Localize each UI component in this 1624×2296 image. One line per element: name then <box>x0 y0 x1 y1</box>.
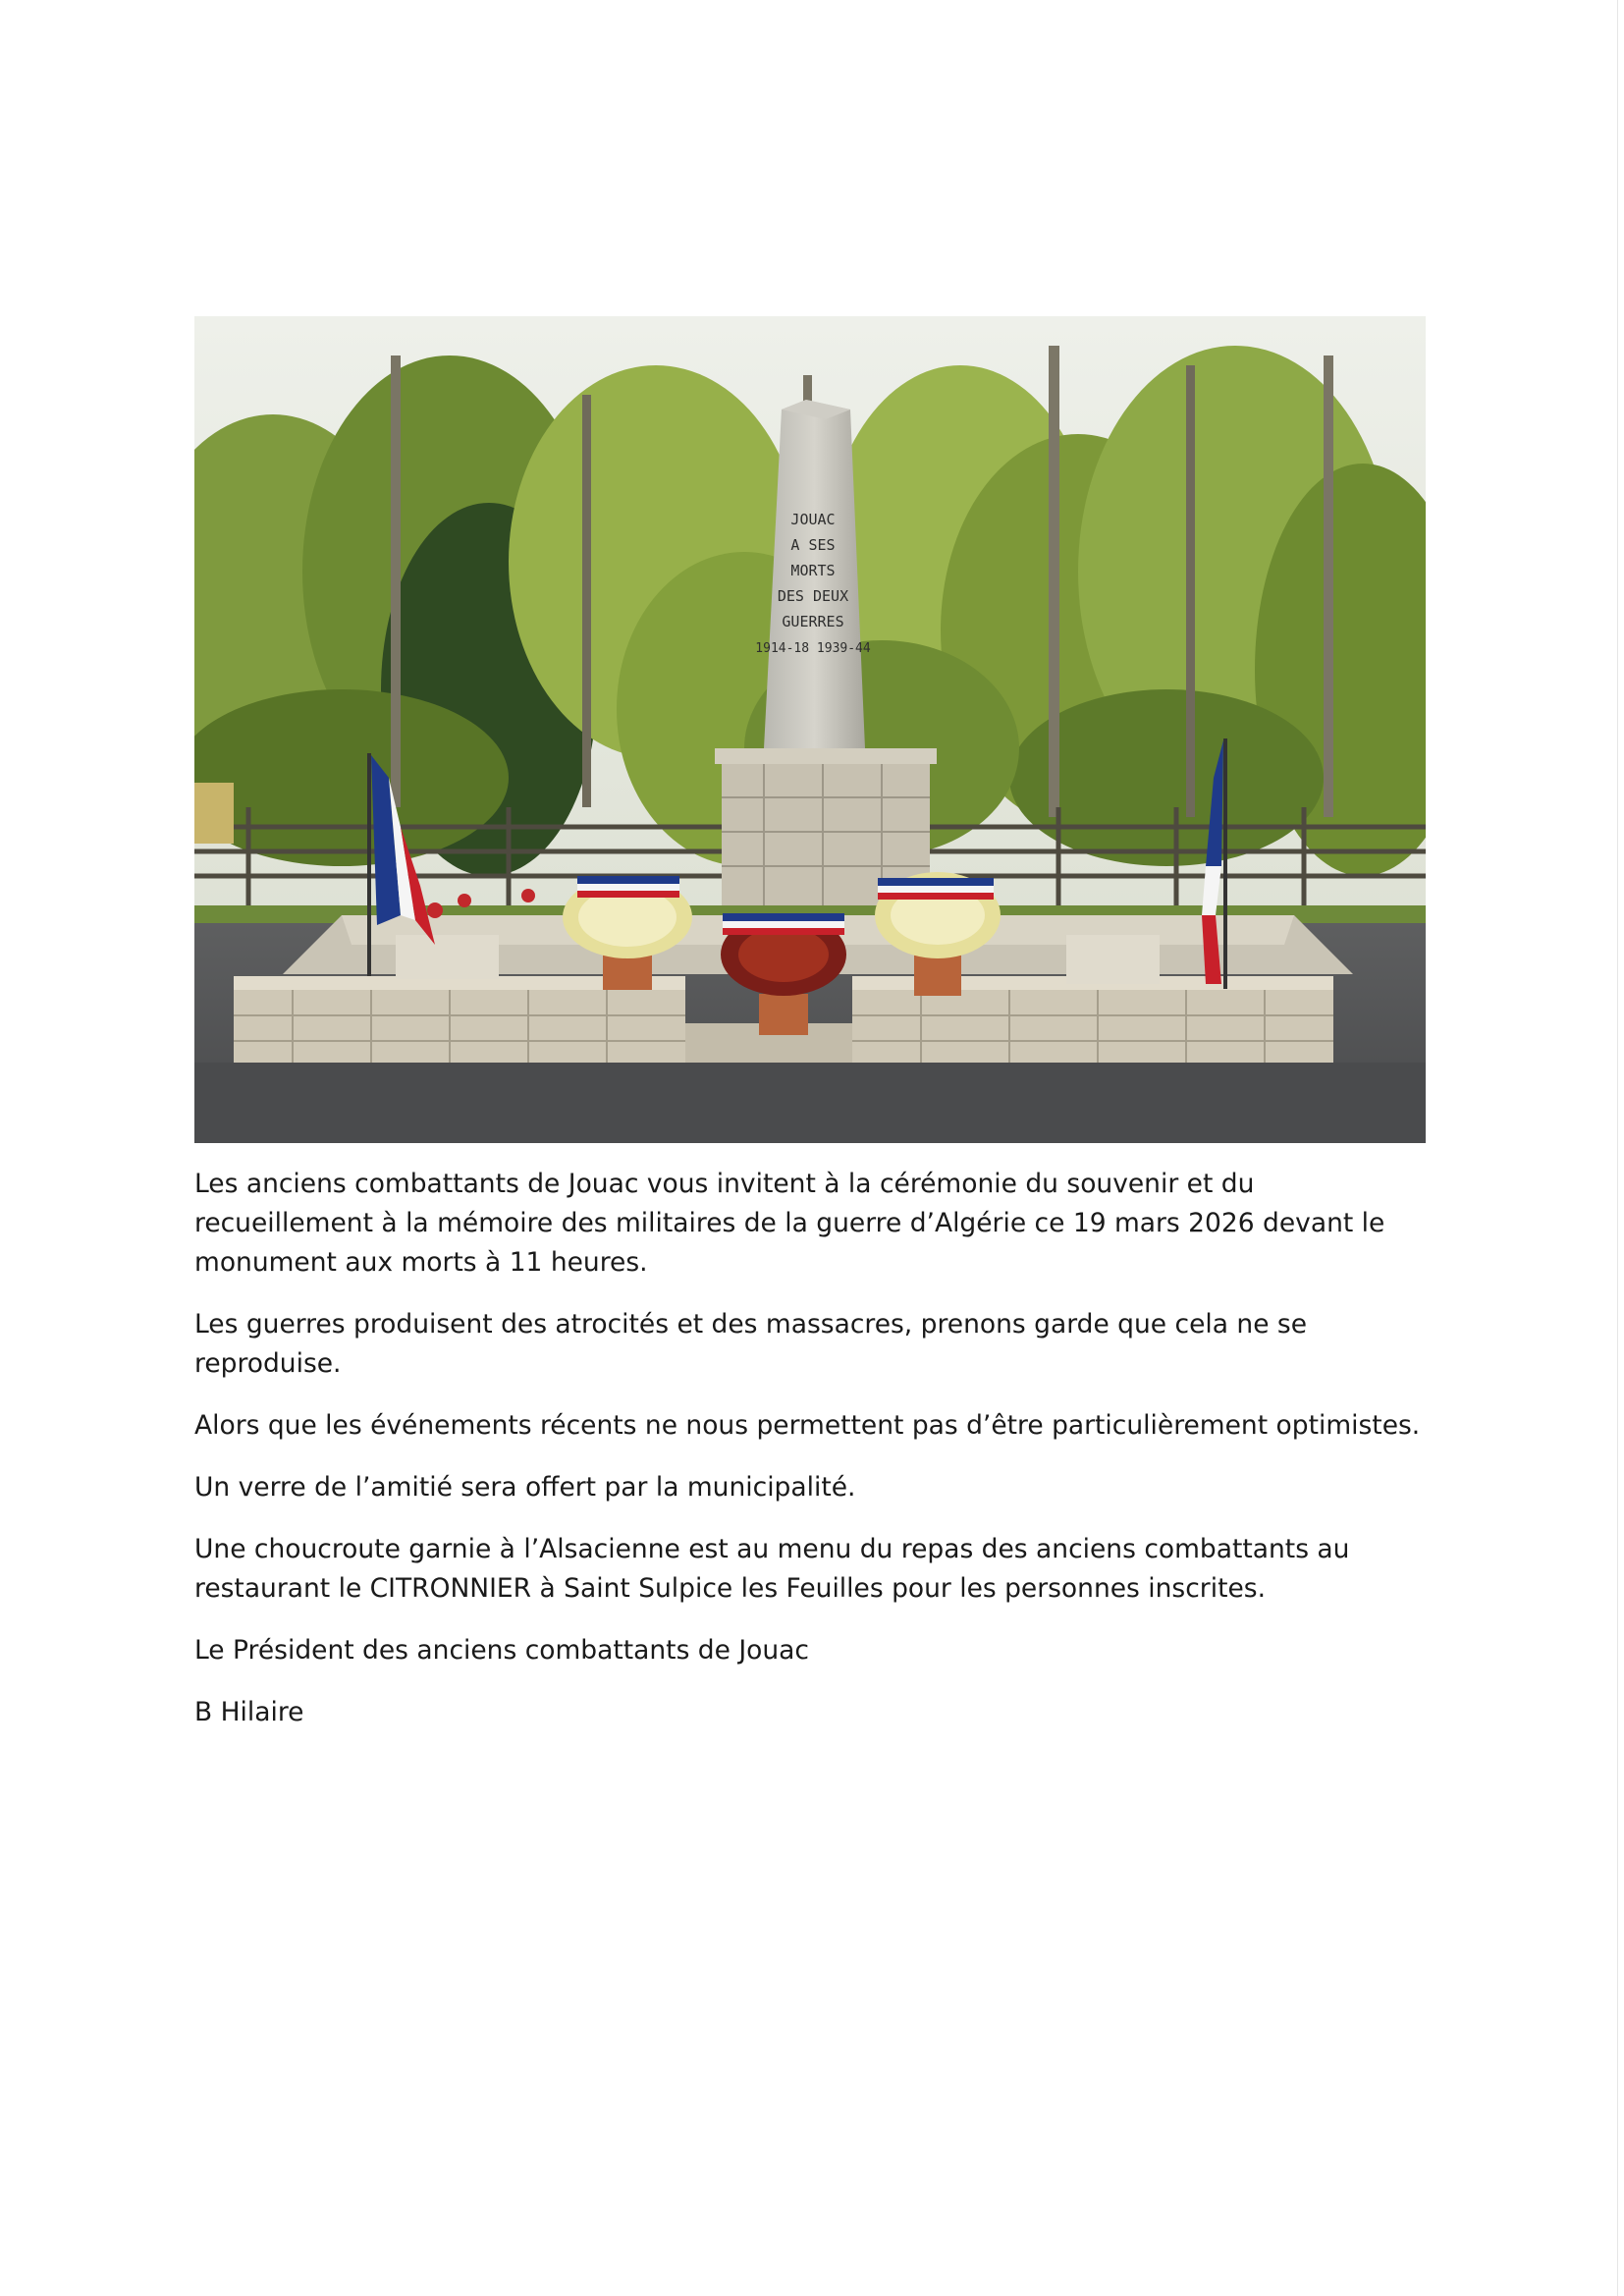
paragraph-drink: Un verre de l’amitié sera offert par la municipalité. <box>194 1472 856 1503</box>
war-memorial-photo <box>194 316 1426 1143</box>
signature-title: Le Président des anciens combattants de Jouac <box>194 1635 809 1666</box>
planter-left <box>396 935 499 979</box>
svg-text:A SES: A SES <box>790 536 836 554</box>
page-edge <box>1617 0 1618 2296</box>
svg-text:1914-18 1939-44: 1914-18 1939-44 <box>755 641 871 656</box>
letterbox <box>194 783 234 844</box>
paragraph-recent-events: Alors que les événements récents ne nous permettent pas d’être particulièrement optimistes. <box>194 1410 1421 1441</box>
paragraph-wars: Les guerres produisent des atrocités et des massacres, prenons garde que cela ne se reproduise. <box>194 1309 1308 1379</box>
svg-text:GUERRES: GUERRES <box>782 613 844 630</box>
paragraph-meal: Une choucroute garnie à l’Alsacienne est au menu du repas des anciens combattants au restaurant le CITRONNIER à Saint Sulpice les Feuilles pour les personnes inscrites. <box>194 1534 1350 1604</box>
planter-right <box>1066 935 1160 984</box>
svg-text:JOUAC: JOUAC <box>790 511 836 528</box>
signature-name: B Hilaire <box>194 1697 304 1727</box>
svg-text:DES DEUX: DES DEUX <box>777 587 849 605</box>
svg-text:MORTS: MORTS <box>790 562 836 579</box>
invitation-text <box>194 1165 1432 1755</box>
paragraph-invitation: Les anciens combattants de Jouac vous invitent à la cérémonie du souvenir et du recueillement à la mémoire des militaires de la guerre d’Algérie ce 19 mars 2026 devant le monument aux morts à 11 heures. <box>194 1169 1385 1278</box>
